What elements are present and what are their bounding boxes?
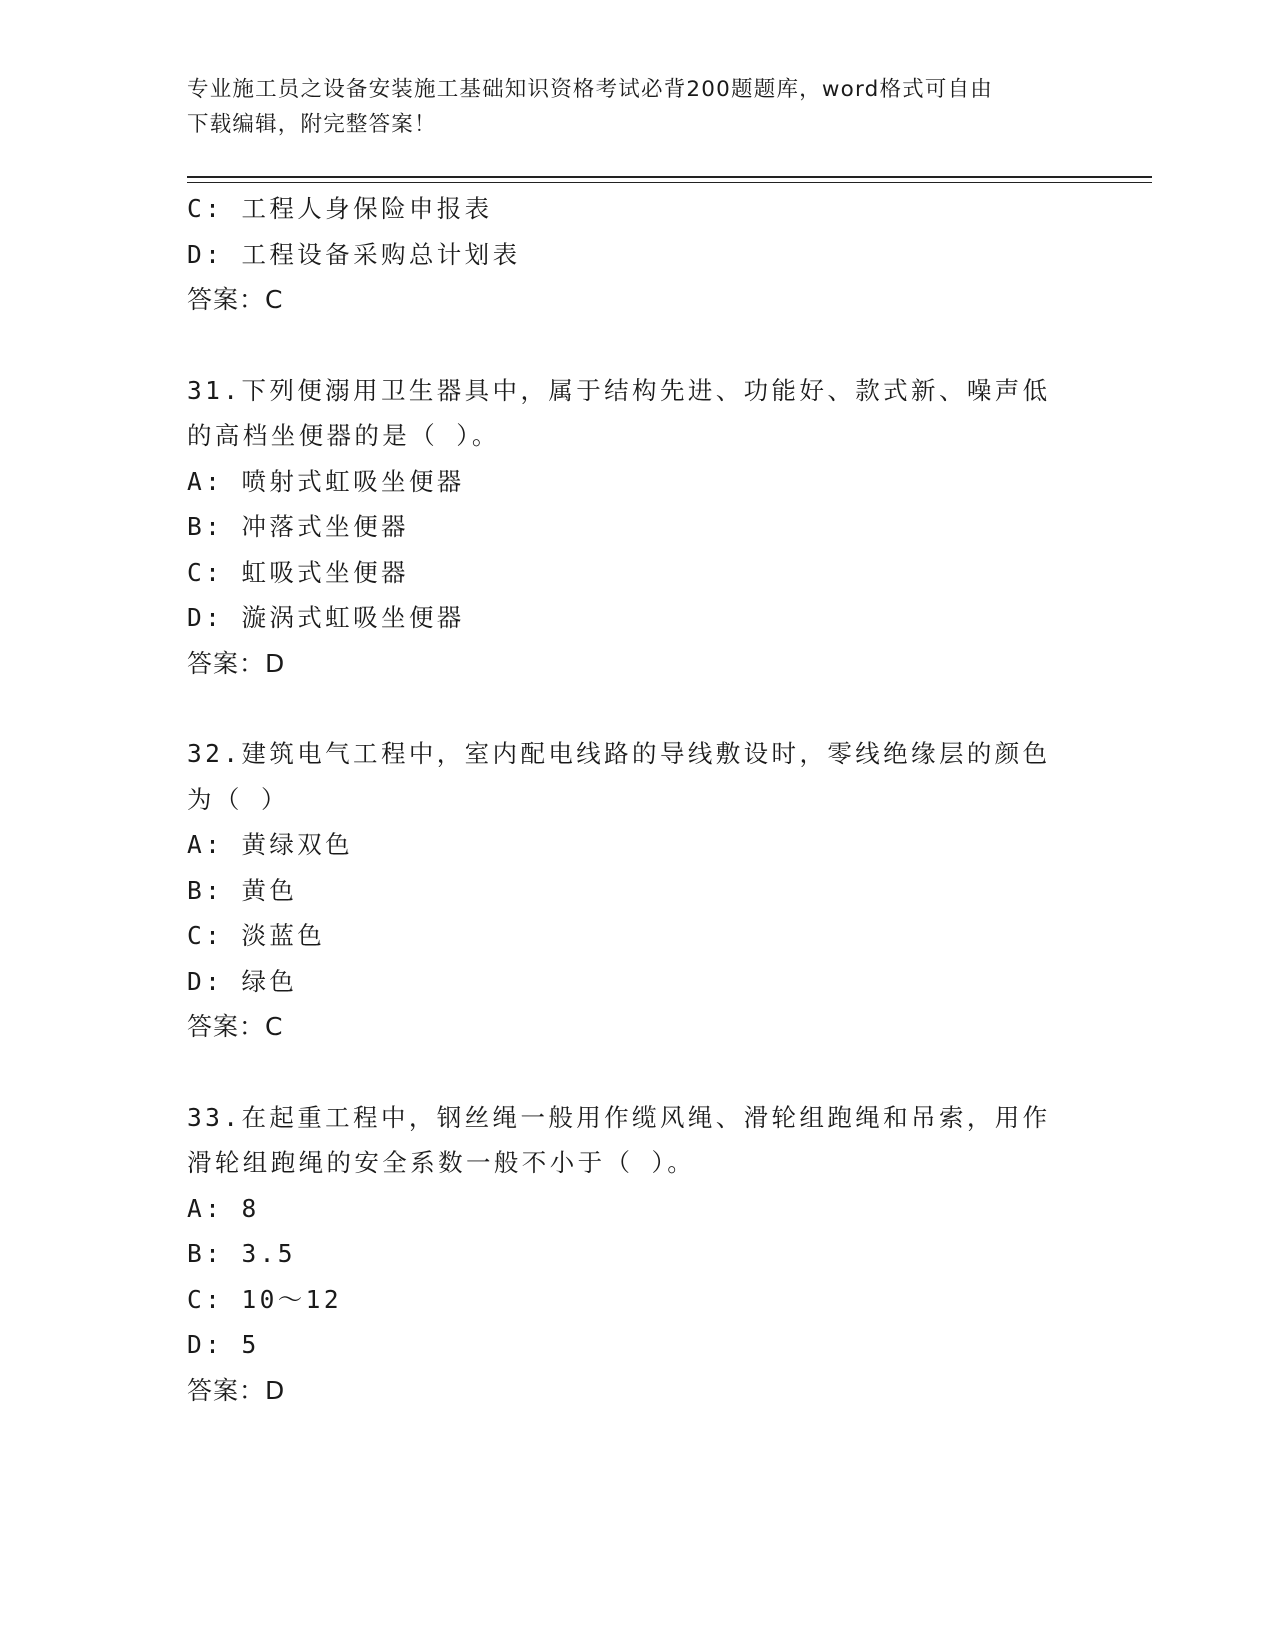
document-header bbox=[187, 72, 1067, 142]
answer-line: 答案：D bbox=[187, 1375, 286, 1405]
option-key: A bbox=[187, 1193, 206, 1223]
header-divider-thin bbox=[187, 182, 1152, 183]
question-stem-line-1: 32.建筑电气工程中，室内配电线路的导线敷设时，零线绝缘层的颜色 bbox=[187, 739, 1051, 768]
option-text: 8 bbox=[241, 1193, 260, 1223]
option-key: B bbox=[187, 512, 206, 541]
option-text: 10～12 bbox=[241, 1284, 342, 1314]
option-text: 工程设备采购总计划表 bbox=[241, 239, 521, 269]
option-b: B: 3.5 bbox=[187, 1239, 296, 1268]
question-33 bbox=[187, 1095, 1077, 1414]
option-c: C: 10～12 bbox=[187, 1284, 342, 1314]
option-d: D: 绿色 bbox=[187, 966, 298, 996]
option-key: D bbox=[187, 603, 206, 632]
answer-line: 答案：C bbox=[187, 1012, 284, 1041]
option-text: 5 bbox=[241, 1330, 260, 1359]
option-text: 工程人身保险申报表 bbox=[241, 194, 493, 223]
question-stem-line-2: 的高档坐便器的是（ ）。 bbox=[187, 421, 500, 450]
answer-line: 答案：C bbox=[187, 285, 284, 314]
option-text: 喷射式虹吸坐便器 bbox=[241, 466, 465, 496]
question-stem-line-1: 31.下列便溺用卫生器具中，属于结构先进、功能好、款式新、噪声低 bbox=[187, 375, 1051, 405]
question-stem-line-2: 滑轮组跑绳的安全系数一般不小于（ ）。 bbox=[187, 1148, 696, 1177]
option-text: 虹吸式坐便器 bbox=[241, 557, 409, 587]
option-c: C: 虹吸式坐便器 bbox=[187, 557, 409, 587]
answer-line: 答案：D bbox=[187, 648, 286, 678]
question-stem-line-2: 为（ ） bbox=[187, 784, 289, 814]
option-a: A: 8 bbox=[187, 1193, 260, 1223]
option-text: 淡蓝色 bbox=[241, 921, 326, 950]
option-key: D bbox=[187, 1330, 206, 1359]
option-key: C bbox=[187, 1284, 206, 1314]
question-list bbox=[187, 186, 1077, 1413]
option-key: D bbox=[187, 239, 206, 269]
spacer bbox=[187, 323, 1077, 368]
option-text: 黄色 bbox=[241, 875, 298, 905]
option-a: A: 喷射式虹吸坐便器 bbox=[187, 466, 465, 496]
option-key: B bbox=[187, 875, 206, 905]
previous-question-tail bbox=[187, 186, 1077, 323]
option-c: C: 淡蓝色 bbox=[187, 921, 326, 950]
question-32 bbox=[187, 731, 1077, 1050]
header-line-1: 专业施工员之设备安装施工基础知识资格考试必背200题题库，word格式可自由 bbox=[187, 77, 993, 102]
option-text: 3.5 bbox=[241, 1239, 296, 1268]
option-a: A: 黄绿双色 bbox=[187, 830, 354, 859]
header-line-2: 下载编辑，附完整答案！ bbox=[187, 112, 437, 137]
spacer bbox=[187, 1050, 1077, 1095]
option-text: 绿色 bbox=[241, 966, 298, 996]
option-text: 冲落式坐便器 bbox=[241, 512, 409, 541]
question-stem-line-1: 33.在起重工程中，钢丝绳一般用作缆风绳、滑轮组跑绳和吊索，用作 bbox=[187, 1102, 1051, 1132]
option-key: A bbox=[187, 830, 206, 859]
header-divider-thick bbox=[187, 176, 1152, 178]
option-d: D: 5 bbox=[187, 1330, 260, 1359]
option-d: D: 工程设备采购总计划表 bbox=[187, 239, 521, 269]
option-key: A bbox=[187, 466, 206, 496]
option-d: D: 漩涡式虹吸坐便器 bbox=[187, 603, 465, 632]
spacer bbox=[187, 686, 1077, 731]
option-text: 漩涡式虹吸坐便器 bbox=[241, 603, 465, 632]
option-c: C: 工程人身保险申报表 bbox=[187, 194, 493, 223]
question-31 bbox=[187, 368, 1077, 687]
option-key: C bbox=[187, 557, 206, 587]
option-b: B: 冲落式坐便器 bbox=[187, 512, 409, 541]
option-b: B: 黄色 bbox=[187, 875, 298, 905]
option-key: D bbox=[187, 966, 206, 996]
option-text: 黄绿双色 bbox=[241, 830, 354, 859]
option-key: B bbox=[187, 1239, 206, 1268]
option-key: C bbox=[187, 921, 206, 950]
option-key: C bbox=[187, 194, 206, 223]
